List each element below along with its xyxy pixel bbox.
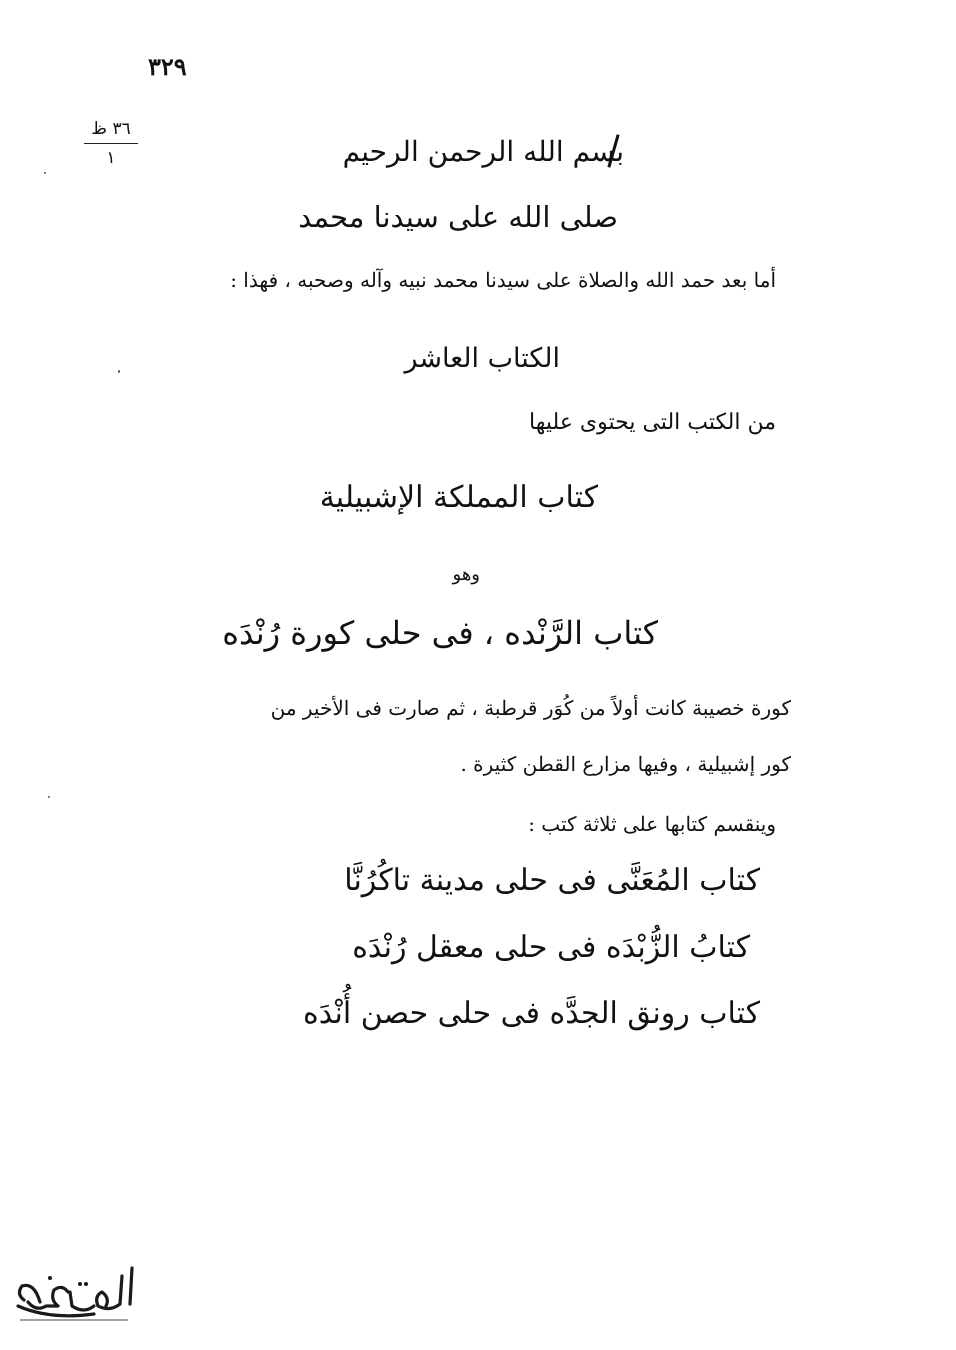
logo-calligraphy — [18, 1268, 132, 1316]
salat-line: صلى الله على سيدنا محمد — [298, 200, 618, 234]
book-tenth-heading: الكتاب العاشر — [404, 343, 560, 374]
sub-book-3: كتاب رونق الجدَّه فى حلى حصن أُنْدَه — [303, 996, 760, 1031]
sub-book-1: كتاب المُعَنَّى فى حلى مدينة تاكُرُنَّا — [344, 863, 760, 898]
speck — [44, 172, 46, 174]
speck — [48, 796, 50, 798]
wahuwa-line: وهو — [452, 564, 480, 585]
kitab-ishbiliya-heading: كتاب المملكة الإشبيلية — [319, 480, 598, 515]
folio-marker — [84, 118, 138, 169]
page-number: ٣٢٩ — [148, 52, 187, 81]
paragraph-line-3: وينقسم كتابها على ثلاثة كتب : — [528, 812, 776, 836]
amma-bad-line: أما بعد حمد الله والصلاة على سيدنا محمد نبيه وآله وصحبه ، فهذا : — [230, 268, 776, 292]
basmala: بسم الله الرحمن الرحيم — [342, 135, 624, 168]
sub-book-2: كتابُ الزُّبْدَه فى حلى معقل رُنْدَه — [352, 930, 750, 965]
folio-divider — [84, 143, 138, 144]
folio-bottom: ١ — [106, 148, 116, 168]
paragraph-line-2: كور إشبيلية ، وفيها مزارع القطن كثيرة . — [460, 752, 791, 776]
speck — [118, 370, 120, 373]
publisher-logo — [10, 1262, 140, 1328]
logo-dots — [48, 1276, 88, 1286]
folio-top: ٣٦ ظ — [91, 119, 131, 139]
paragraph-line-1: كورة خصيبة كانت أولاً من كُوَر قرطبة ، ثم صارت فى الأخير من — [270, 696, 791, 720]
min-al-kutub-line: من الكتب التى يحتوى عليها — [529, 410, 776, 435]
kitab-randa-heading: كتاب الرَّنْده ، فى حلى كورة رُنْدَه — [222, 614, 658, 652]
